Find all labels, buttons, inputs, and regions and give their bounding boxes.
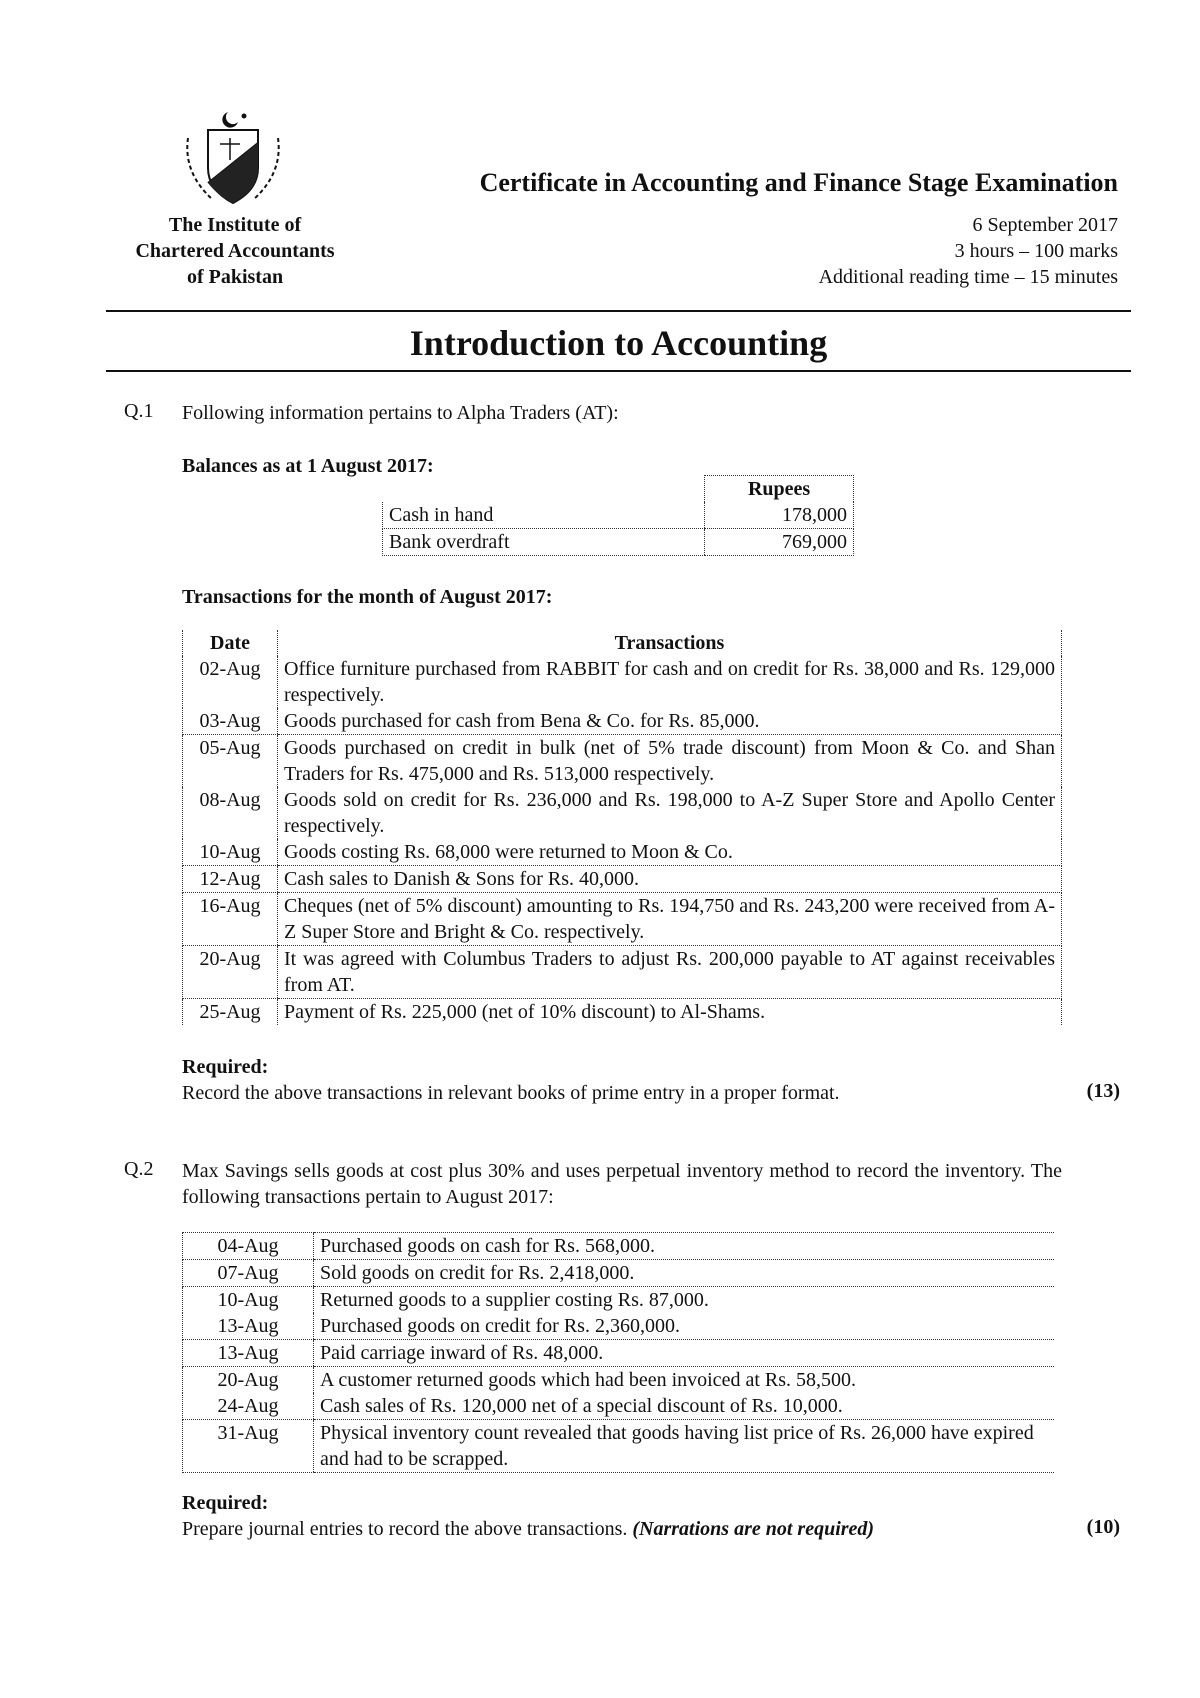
txn-date: 10-Aug xyxy=(183,839,278,866)
table-row xyxy=(383,502,854,529)
table-row xyxy=(183,893,1062,946)
txn-text: Cash sales to Danish & Sons for Rs. 40,000. xyxy=(278,866,1062,893)
table-row xyxy=(183,1393,1055,1420)
table-row xyxy=(183,1233,1055,1260)
institute-line-2: Chartered Accountants xyxy=(135,240,335,262)
txn-date: 20-Aug xyxy=(183,946,278,999)
question-number: Q.1 xyxy=(124,400,154,422)
table-row xyxy=(183,1260,1055,1287)
txn-text: A customer returned goods which had been invoiced at Rs. 58,500. xyxy=(314,1367,1055,1394)
balance-amount: 769,000 xyxy=(705,529,854,556)
txn-date: 16-Aug xyxy=(183,893,278,946)
balances-col-header: Rupees xyxy=(705,476,854,503)
txn-text: Goods costing Rs. 68,000 were returned to Moon & Co. xyxy=(278,839,1062,866)
txn-text: Payment of Rs. 225,000 (net of 10% discount) to Al-Shams. xyxy=(278,999,1062,1026)
col-transactions-header: Transactions xyxy=(278,630,1062,656)
q1-balances-heading: Balances as at 1 August 2017: xyxy=(182,455,434,477)
txn-text: Purchased goods on credit for Rs. 2,360,000. xyxy=(314,1313,1055,1340)
txn-text: Purchased goods on cash for Rs. 568,000. xyxy=(314,1233,1055,1260)
institute-line-1: The Institute of xyxy=(168,214,302,236)
txn-date: 25-Aug xyxy=(183,999,278,1026)
txn-date: 13-Aug xyxy=(183,1313,314,1340)
txn-text: Paid carriage inward of Rs. 48,000. xyxy=(314,1340,1055,1367)
txn-date: 07-Aug xyxy=(183,1260,314,1287)
table-row xyxy=(183,787,1062,839)
q2-required-label: Required: xyxy=(182,1492,269,1514)
institute-name xyxy=(100,212,370,290)
q1-intro: Following information pertains to Alpha Traders (AT): xyxy=(182,402,619,424)
table-row xyxy=(183,1313,1055,1340)
txn-date: 31-Aug xyxy=(183,1420,314,1473)
q1-required-text: Record the above transactions in relevant books of prime entry in a proper format. xyxy=(182,1082,840,1104)
subject-title: Introduction to Accounting xyxy=(409,323,828,363)
balance-label: Cash in hand xyxy=(383,502,705,529)
q2-narrations-note: (Narrations are not required) xyxy=(632,1518,875,1540)
txn-text: Cheques (net of 5% discount) amounting to Rs. 194,750 and Rs. 243,200 were received from A-Z Super Store and Bright & Co. respectively. xyxy=(278,893,1062,946)
exam-date: 6 September 2017 xyxy=(972,214,1118,236)
q2-transactions-table xyxy=(182,1232,1054,1473)
balance-label: Bank overdraft xyxy=(383,529,705,556)
institute-line-3: of Pakistan xyxy=(186,266,284,288)
table-row xyxy=(183,946,1062,999)
exam-title: Certificate in Accounting and Finance Stage Examination xyxy=(479,168,1118,197)
txn-text: It was agreed with Columbus Traders to adjust Rs. 200,000 payable to AT against receivables from AT. xyxy=(278,946,1062,999)
exam-reading-time: Additional reading time – 15 minutes xyxy=(818,266,1118,288)
txn-date: 08-Aug xyxy=(183,787,278,839)
q1-marks: (13) xyxy=(1086,1080,1120,1102)
txn-date: 24-Aug xyxy=(183,1393,314,1420)
txn-text: Returned goods to a supplier costing Rs. 87,000. xyxy=(314,1287,1055,1314)
txn-date: 02-Aug xyxy=(183,656,278,708)
txn-text: Sold goods on credit for Rs. 2,418,000. xyxy=(314,1260,1055,1287)
txn-date: 20-Aug xyxy=(183,1367,314,1394)
q2-required-text: Prepare journal entries to record the above transactions. xyxy=(182,1518,628,1540)
balance-amount: 178,000 xyxy=(705,502,854,529)
table-row xyxy=(383,529,854,556)
institute-crest-logo xyxy=(178,108,288,213)
table-row xyxy=(183,708,1062,735)
table-row xyxy=(183,999,1062,1026)
txn-text: Goods purchased on credit in bulk (net of 5% trade discount) from Moon & Co. and Shan Traders for Rs. 475,000 and Rs. 513,000 respectively. xyxy=(278,735,1062,788)
txn-date: 13-Aug xyxy=(183,1340,314,1367)
txn-date: 10-Aug xyxy=(183,1287,314,1314)
txn-date: 03-Aug xyxy=(183,708,278,735)
top-divider xyxy=(106,310,1131,312)
q2-intro: Max Savings sells goods at cost plus 30% and uses perpetual inventory method to record the inventory. The following transactions pertain to August 2017: xyxy=(182,1160,1062,1208)
table-row xyxy=(183,839,1062,866)
txn-date: 12-Aug xyxy=(183,866,278,893)
table-row xyxy=(183,1287,1055,1314)
txn-text: Goods sold on credit for Rs. 236,000 and Rs. 198,000 to A-Z Super Store and Apollo Center respectively. xyxy=(278,787,1062,839)
exam-info xyxy=(700,212,1118,290)
table-row xyxy=(183,1367,1055,1394)
txn-text: Physical inventory count revealed that goods having list price of Rs. 26,000 have expired and had to be scrapped. xyxy=(314,1420,1055,1473)
balances-table xyxy=(382,475,854,556)
table-row xyxy=(183,1340,1055,1367)
q2-required xyxy=(182,1516,1042,1542)
table-row xyxy=(183,866,1062,893)
txn-text: Office furniture purchased from RABBIT for cash and on credit for Rs. 38,000 and Rs. 129,000 respectively. xyxy=(278,656,1062,708)
txn-text: Cash sales of Rs. 120,000 net of a special discount of Rs. 10,000. xyxy=(314,1393,1055,1420)
subject-divider xyxy=(106,370,1131,372)
txn-date: 05-Aug xyxy=(183,735,278,788)
table-row xyxy=(183,1420,1055,1473)
table-row xyxy=(183,656,1062,708)
q1-required-label: Required: xyxy=(182,1056,269,1078)
table-row xyxy=(183,735,1062,788)
exam-duration: 3 hours – 100 marks xyxy=(954,240,1118,262)
q1-transactions-table xyxy=(182,630,1062,1025)
q1-transactions-heading: Transactions for the month of August 2017: xyxy=(182,586,553,608)
q2-marks: (10) xyxy=(1086,1516,1120,1538)
col-date-header: Date xyxy=(183,630,278,656)
question-number: Q.2 xyxy=(124,1158,154,1180)
txn-date: 04-Aug xyxy=(183,1233,314,1260)
txn-text: Goods purchased for cash from Bena & Co. for Rs. 85,000. xyxy=(278,708,1062,735)
